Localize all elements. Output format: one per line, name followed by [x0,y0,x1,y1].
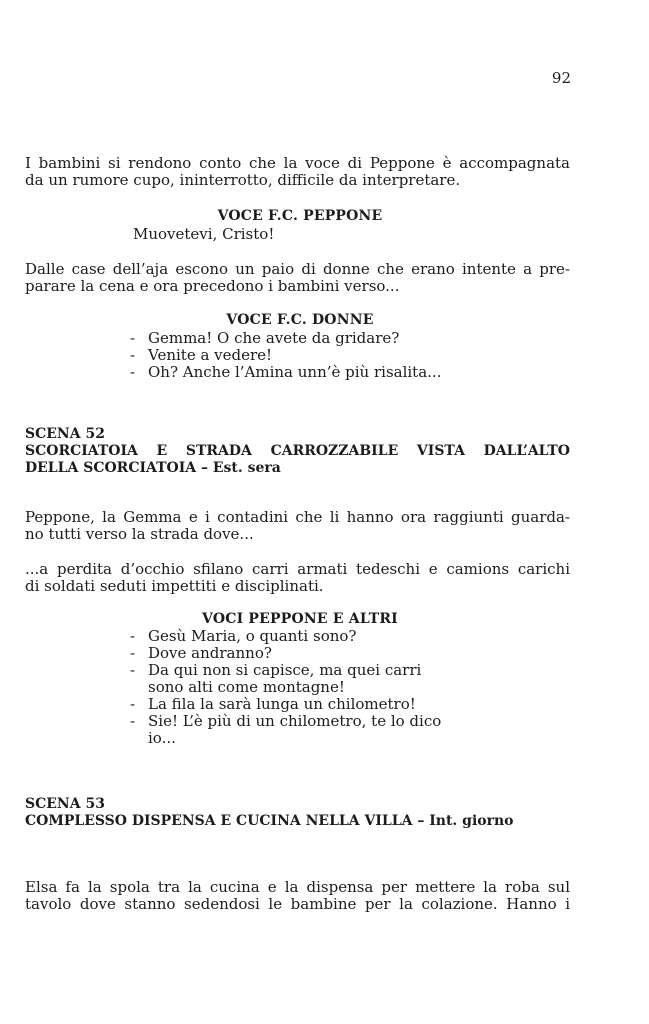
text-line: I bambini si rendono conto che la voce di Peppone è accompagnata [25,154,570,172]
scene-title: SCORCIATOIA E STRADA CARROZZABILE VISTA DALL’ALTO [25,443,570,459]
text-line: da un rumore cupo, ininterrotto, difficile da interpretare. [25,171,461,189]
paragraph-intro [25,155,570,189]
scene-number: SCENA 52 [25,426,105,442]
speaker-heading: VOCE F.C. PEPPONE [217,208,383,224]
text-line: di soldati seduti impettiti e disciplinati. [25,577,324,595]
scene-title: COMPLESSO DISPENSA E CUCINA NELLA VILLA – Int. giorno [25,813,514,829]
text-line: Dalle case dell’aja escono un paio di donne che erano intente a pre- [25,260,570,278]
scene-heading-53 [25,796,570,830]
dialogue-line: - Gemma! O che avete da gridare? [130,330,490,347]
scene-title: DELLA SCORCIATOIA – Est. sera [25,460,281,476]
paragraph-peppone [25,509,570,543]
scene-number: SCENA 53 [25,796,105,812]
dialogue-line: - Sie! L’è più di un chilometro, te lo dico io... [130,713,468,747]
text-line: ...a perdita d’occhio sfilano carri armati tedeschi e camions carichi [25,560,570,578]
scene-heading-52 [25,426,570,477]
dialogue-line: - Dove andranno? [130,645,470,662]
page-number: 92 [551,69,571,87]
dialogue-line: - Oh? Anche l’Amina unn’è più risalita... [130,364,490,381]
text-line: parare la cena e ora precedono i bambini verso... [25,277,400,295]
text-line: tavolo dove stanno sedendosi le bambine per la colazione. Hanno i [25,895,570,913]
text-line: Peppone, la Gemma e i contadini che li hanno ora raggiunti guarda- [25,508,570,526]
dialogue-line: - Gesù Maria, o quanti sono? [130,628,470,645]
dialogue-list [130,330,490,381]
paragraph-carri [25,561,570,595]
dialogue-line: - Da qui non si capisce, ma quei carri sono alti come montagne! [130,662,448,696]
speaker-heading: VOCE F.C. DONNE [226,312,374,328]
text-line: Elsa fa la spola tra la cucina e la dispensa per mettere la roba sul [25,878,570,896]
dialogue-line: - Venite a vedere! [130,347,490,364]
speaker-heading: VOCI PEPPONE E ALTRI [202,611,398,627]
dialogue-list [130,628,470,747]
paragraph-elsa [25,879,570,913]
paragraph-donne [25,261,570,295]
dialogue-line: Muovetevi, Cristo! [133,225,275,243]
text-line: no tutti verso la strada dove... [25,525,254,543]
dialogue-line: - La fila la sarà lunga un chilometro! [130,696,470,713]
